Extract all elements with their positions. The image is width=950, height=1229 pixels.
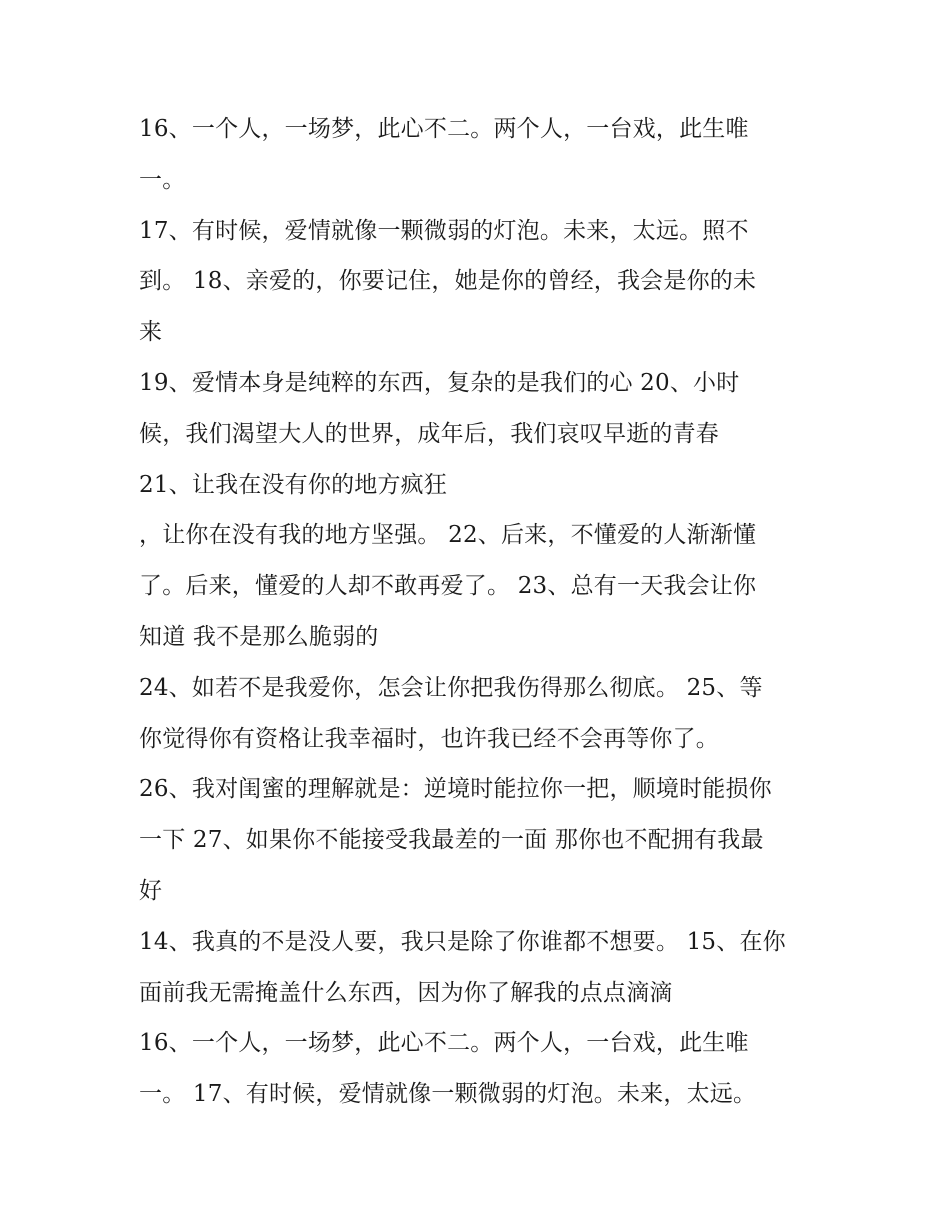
text-line: 好 [139,877,163,904]
text-line: 17、有时候，爱情就像一颗微弱的灯泡。未来，太远。照不 [139,217,749,244]
text-line: 16、一个人，一场梦，此心不二。两个人，一台戏，此生唯 [139,1030,749,1057]
text-line: 14、我真的不是没人要，我只是除了你谁都不想要。 15、在你 [139,928,786,955]
text-line: 候，我们渴望大人的世界，成年后，我们哀叹早逝的青春 [139,420,719,447]
text-line: 26、我对闺蜜的理解就是：逆境时能拉你一把，顺境时能损你 [139,776,772,803]
text-line: 知道 我不是那么脆弱的 [139,623,379,650]
text-line: 到。 18、亲爱的，你要记住，她是你的曾经，我会是你的未 [139,268,757,295]
text-line: 面前我无需掩盖什么东西，因为你了解我的点点滴滴 [139,979,673,1006]
text-line: 一。 [139,166,186,193]
text-line: 21、让我在没有你的地方疯狂 [139,471,448,498]
text-line: 来 [139,319,163,346]
text-line: 一下 27、如果你不能接受我最差的一面 那你也不配拥有我最 [139,827,764,854]
text-body [139,104,839,1120]
text-line: 19、爱情本身是纯粹的东西，复杂的是我们的心 20、小时 [139,369,740,396]
text-line: 16、一个人，一场梦，此心不二。两个人，一台戏，此生唯 [139,116,749,142]
text-line: ，让你在没有我的地方坚强。 22、后来，不懂爱的人渐渐懂 [139,522,757,549]
text-line: 24、如若不是我爱你，怎会让你把我伤得那么彻底。 25、等 [139,674,763,701]
text-line: 一。 17、有时候，爱情就像一颗微弱的灯泡。未来，太远。 [139,1081,757,1108]
text-line: 你觉得你有资格让我幸福时，也许我已经不会再等你了。 [139,725,719,752]
text-line: 了。后来，懂爱的人却不敢再爱了。 23、总有一天我会让你 [139,573,757,600]
